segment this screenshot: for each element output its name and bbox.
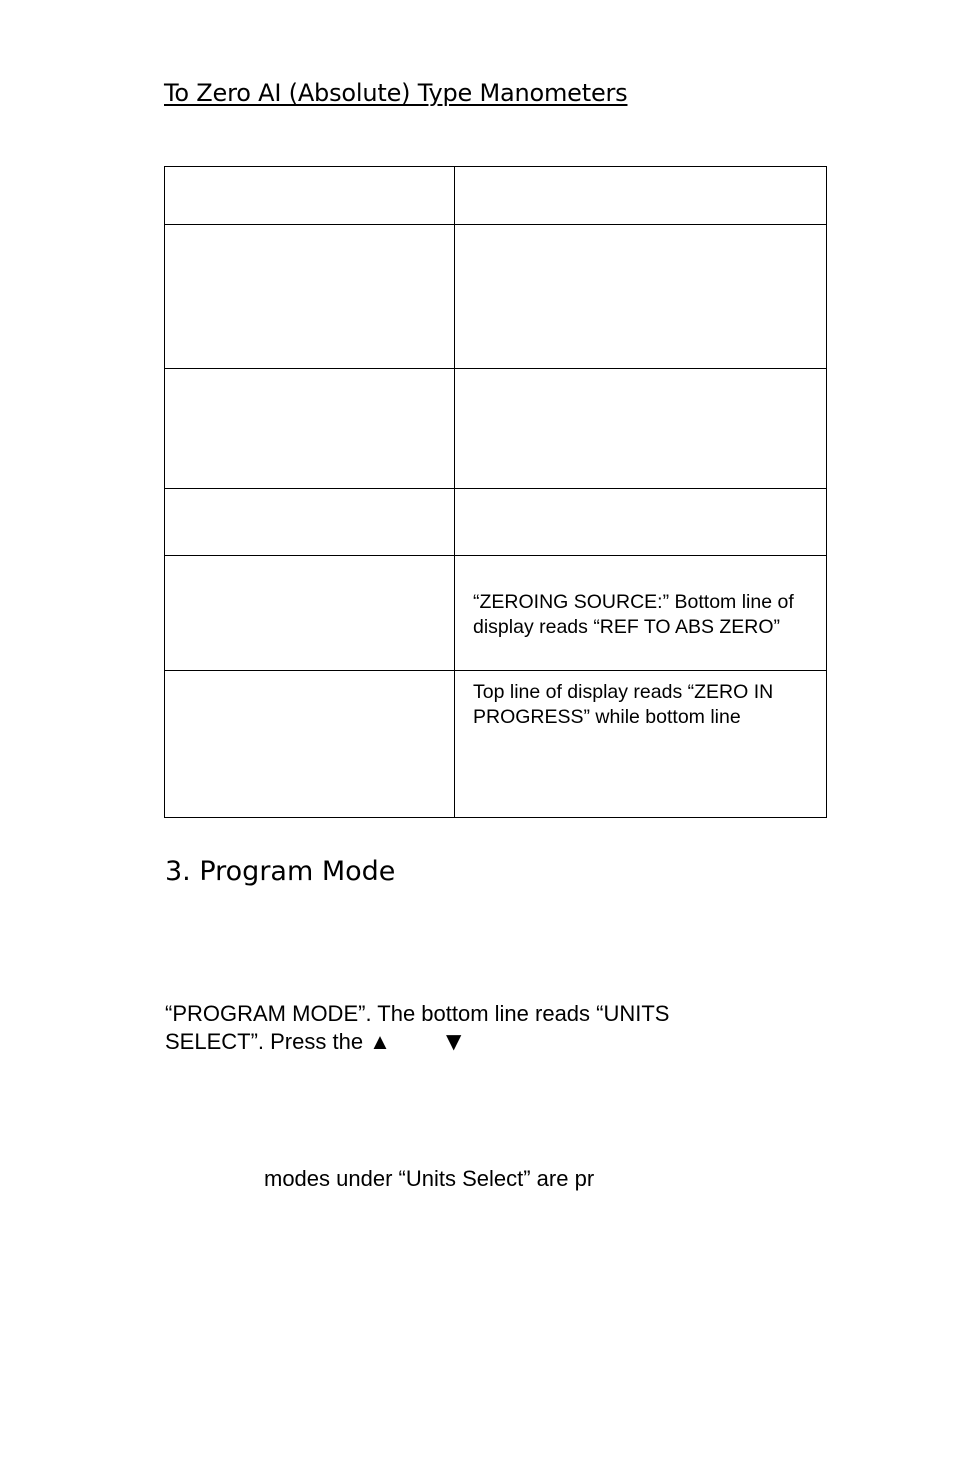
table-cell-result (455, 369, 827, 489)
table-cell-result: “ZEROING SOURCE:” Bottom line of display reads “REF TO ABS ZERO” (455, 556, 827, 671)
down-arrow-icon: ▼ (446, 1029, 462, 1053)
table-row (165, 369, 827, 489)
program-text-line: “PROGRAM MODE”. The bottom line reads “UNITS (165, 1001, 670, 1026)
table-cell-step (165, 369, 455, 489)
program-mode-heading: 3. Program Mode (165, 856, 396, 887)
program-text-line: modes under “Units Select” are pr (264, 1166, 595, 1191)
zeroing-procedure-table (164, 166, 827, 818)
table-row (165, 167, 827, 225)
zero-section-heading: To Zero AI (Absolute) Type Manometers (164, 79, 628, 107)
table-cell-step (165, 225, 455, 369)
table-cell-result: Top line of display reads “ZERO IN PROGRESS” while bottom line (455, 671, 827, 818)
table-cell-result (455, 489, 827, 556)
program-text-line: SELECT”. Press the ▲ (165, 1029, 391, 1054)
table-row (165, 225, 827, 369)
table-cell-step (165, 671, 455, 818)
table-cell-step (165, 489, 455, 556)
table-cell-result (455, 167, 827, 225)
table-cell-step (165, 556, 455, 671)
table-cell-result (455, 225, 827, 369)
table-row (165, 489, 827, 556)
table-row (165, 671, 827, 818)
table-cell-step (165, 167, 455, 225)
table-row (165, 556, 827, 671)
